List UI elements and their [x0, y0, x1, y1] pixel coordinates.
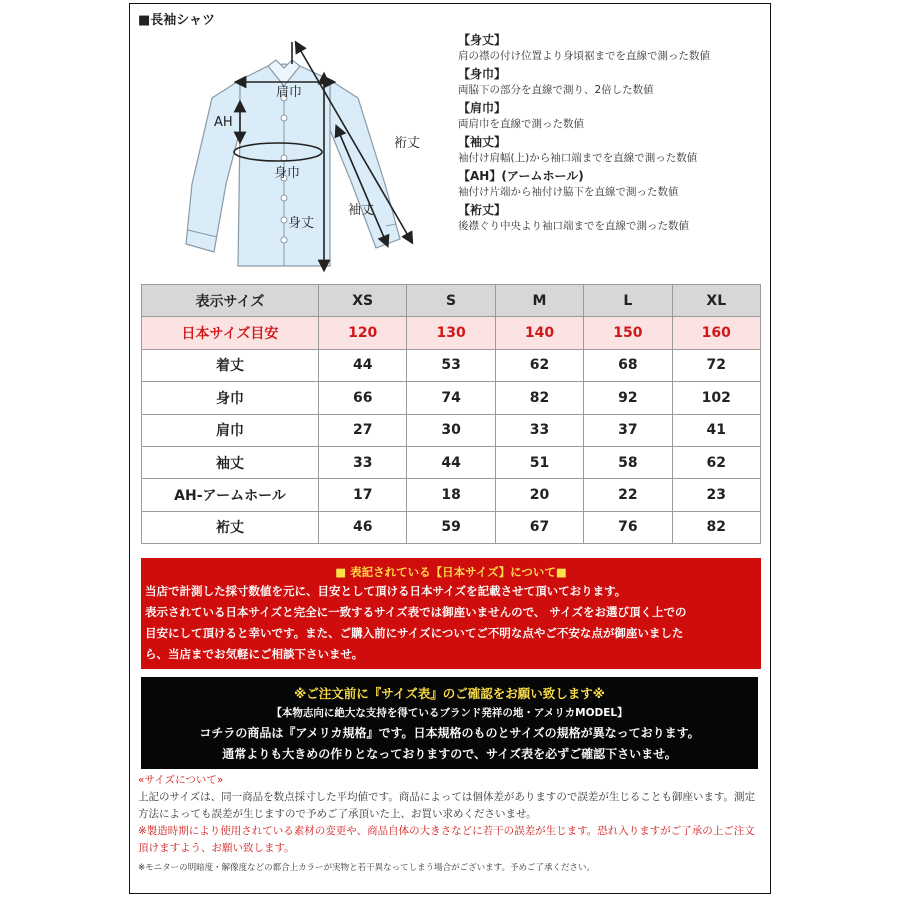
- table-cell: 肩巾: [142, 414, 319, 446]
- table-header-cell: M: [495, 285, 583, 317]
- table-cell: 82: [495, 382, 583, 414]
- table-cell: 33: [495, 414, 583, 446]
- table-cell: 76: [584, 511, 672, 543]
- table-cell: 51: [495, 446, 583, 478]
- notes-heading: «サイズについて»: [138, 774, 224, 786]
- shirt-measurement-diagram: [180, 34, 440, 274]
- notice-subline: 【本物志向に絶大な支持を得ているブランド発祥の地・アメリカMODEL】: [271, 707, 628, 719]
- table-cell: 92: [584, 382, 672, 414]
- table-cell: 160: [672, 317, 760, 349]
- table-header-cell: S: [407, 285, 495, 317]
- notice-line: ら、当店までお気軽にご相談下さいませ。: [145, 647, 364, 661]
- table-header-cell: XL: [672, 285, 760, 317]
- table-cell: 120: [319, 317, 407, 349]
- legend-desc: 両脇下の部分を直線で測り、2倍した数値: [458, 84, 654, 96]
- legend-desc: 袖付け片端から袖付け脇下を直線で測った数値: [458, 186, 679, 198]
- notice-headline: ※ご注文前に『サイズ表』のご確認をお願い致します※: [294, 686, 605, 701]
- measurement-legend: [458, 32, 758, 236]
- table-cell: 82: [672, 511, 760, 543]
- legend-item-sleeve: [458, 134, 758, 166]
- legend-title: 【身巾】: [458, 67, 507, 81]
- table-cell: 22: [584, 479, 672, 511]
- notice-line: 目安にして頂けると幸いです。また、ご購入前にサイズについてご不明な点やご不安な点が御座いました: [145, 626, 684, 640]
- table-cell: 着丈: [142, 349, 319, 381]
- size-table: [141, 284, 761, 544]
- table-cell: 62: [672, 446, 760, 478]
- table-row: [142, 511, 761, 543]
- legend-title: 【袖丈】: [458, 135, 507, 149]
- table-cell: 33: [319, 446, 407, 478]
- table-cell: 72: [672, 349, 760, 381]
- table-cell: 59: [407, 511, 495, 543]
- table-cell: 41: [672, 414, 760, 446]
- table-header-cell: 表示サイズ: [142, 285, 319, 317]
- table-header-row: [142, 285, 761, 317]
- table-row: [142, 349, 761, 381]
- japan-size-notice: [141, 558, 761, 669]
- legend-title: 【身丈】: [458, 33, 507, 47]
- table-header-cell: XS: [319, 285, 407, 317]
- sleeve-label: 袖丈: [348, 203, 375, 218]
- table-row: [142, 446, 761, 478]
- table-cell: 66: [319, 382, 407, 414]
- notice-line: 表示されている日本サイズと完全に一致するサイズ表では御座いませんので、 サイズをお選び頂く上での: [145, 605, 687, 619]
- legend-title: 【肩巾】: [458, 101, 507, 115]
- table-cell: 62: [495, 349, 583, 381]
- table-cell: 68: [584, 349, 672, 381]
- notes-monitor-disclaimer: ※モニターの明暗度・解像度などの都合上カラーが実物と若干異なってしまう場合がございます。予めご了承ください。: [138, 863, 595, 873]
- table-cell: 裄丈: [142, 511, 319, 543]
- length-label: 身丈: [288, 216, 315, 231]
- legend-item-shoulder: [458, 100, 758, 132]
- us-size-notice: [141, 677, 758, 769]
- table-cell: 102: [672, 382, 760, 414]
- notice-line: コチラの商品は『アメリカ規格』です。日本規格のものとサイズの規格が異なっております。: [199, 726, 700, 740]
- ah-label: AH: [214, 115, 233, 130]
- legend-item-yuki: [458, 202, 758, 234]
- table-row: [142, 479, 761, 511]
- legend-title: 【裄丈】: [458, 203, 507, 217]
- notes-warning: ※製造時期により使用されている素材の変更や、商品自体の大きさなどに若干の誤差が生じます。恐れ入りますがご了承の上ご注文頂けますよう、お願い致します。: [138, 825, 755, 854]
- page-title: ■長袖シャツ: [138, 13, 216, 28]
- legend-title: 【AH】(アームホール): [458, 169, 584, 183]
- notice-title: ■ 表記されている【日本サイズ】について■: [335, 565, 567, 579]
- table-cell: 日本サイズ目安: [142, 317, 319, 349]
- table-cell: AH-アームホール: [142, 479, 319, 511]
- table-row: [142, 414, 761, 446]
- table-cell: 身巾: [142, 382, 319, 414]
- table-cell: 23: [672, 479, 760, 511]
- table-cell: 44: [319, 349, 407, 381]
- table-cell: 30: [407, 414, 495, 446]
- chest-label: 身巾: [274, 166, 301, 181]
- table-cell: 140: [495, 317, 583, 349]
- table-cell: 150: [584, 317, 672, 349]
- table-cell: 46: [319, 511, 407, 543]
- yuki-label: 裄丈: [394, 136, 421, 151]
- legend-desc: 両肩巾を直線で測った数値: [458, 118, 584, 130]
- legend-desc: 袖付け肩幅(上)から袖口端までを直線で測った数値: [458, 152, 698, 164]
- table-cell: 37: [584, 414, 672, 446]
- table-cell: 130: [407, 317, 495, 349]
- table-cell: 27: [319, 414, 407, 446]
- table-cell: 18: [407, 479, 495, 511]
- notice-line: 通常よりも大きめの作りとなっておりますので、サイズ表を必ずご確認下さいませ。: [222, 747, 677, 761]
- table-cell: 53: [407, 349, 495, 381]
- table-cell: 袖丈: [142, 446, 319, 478]
- legend-item-chest: [458, 66, 758, 98]
- table-cell: 44: [407, 446, 495, 478]
- table-cell: 67: [495, 511, 583, 543]
- table-cell: 17: [319, 479, 407, 511]
- legend-desc: 後襟ぐり中央より袖口端までを直線で測った数値: [458, 220, 689, 232]
- table-header-cell: L: [584, 285, 672, 317]
- table-row: [142, 382, 761, 414]
- notes-paragraph: 上記のサイズは、同一商品を数点採寸した平均値です。商品によっては個体差がありますので誤差が生じることも御座います。測定方法によっても誤差が生じますので予めご了承頂いた上、お買い求めくださいませ。: [138, 791, 755, 820]
- table-cell: 74: [407, 382, 495, 414]
- shoulder-label: 肩巾: [276, 85, 303, 100]
- table-cell: 20: [495, 479, 583, 511]
- legend-item-length: [458, 32, 758, 64]
- legend-desc: 肩の襟の付け位置より身頃裾までを直線で測った数値: [458, 50, 710, 62]
- size-notes: [138, 772, 760, 875]
- legend-item-ah: [458, 168, 758, 200]
- notice-line: 当店で計測した採寸数値を元に、目安として頂ける日本サイズを記載させて頂いております。: [145, 584, 627, 598]
- table-cell: 58: [584, 446, 672, 478]
- table-row: [142, 317, 761, 349]
